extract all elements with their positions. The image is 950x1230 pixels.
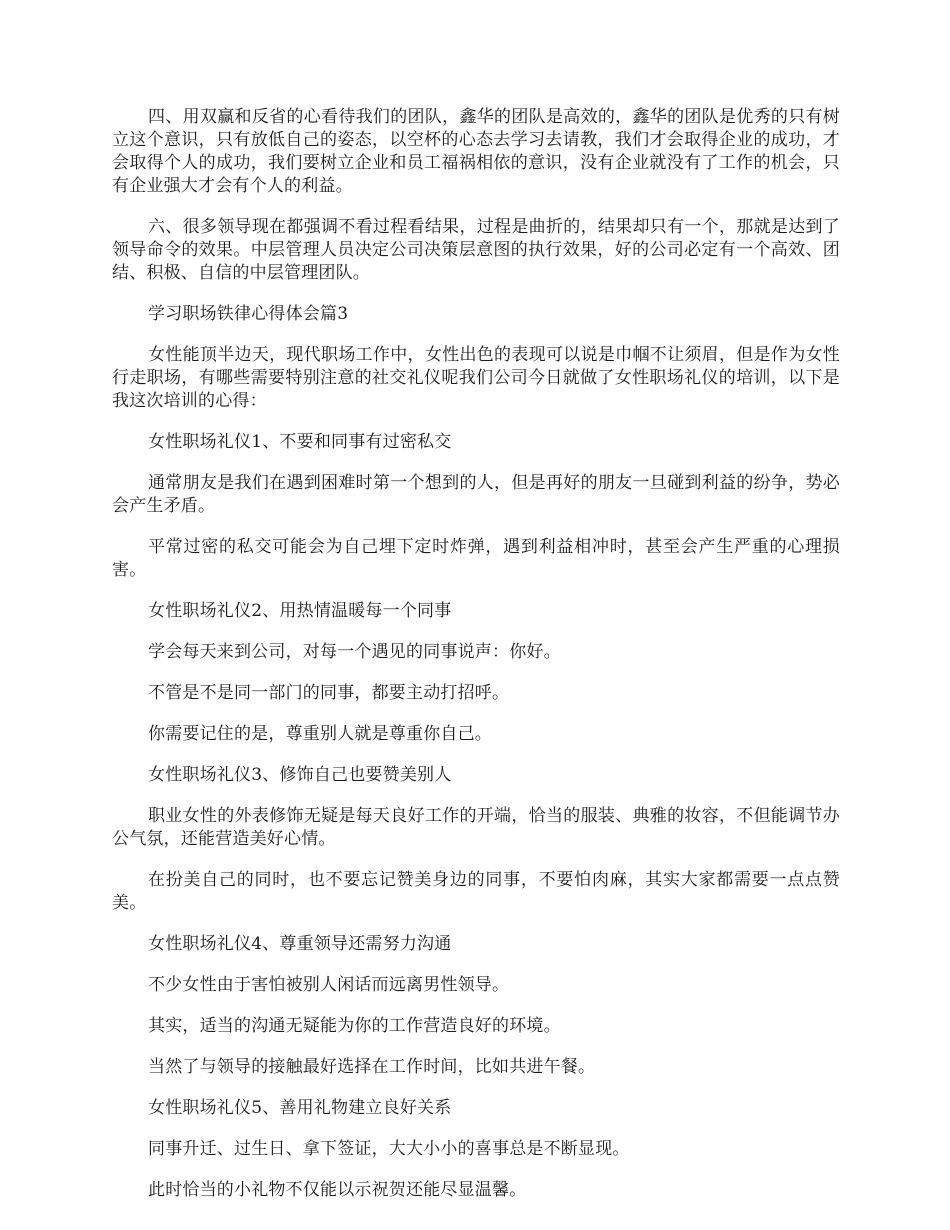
paragraph: 在扮美自己的同时，也不要忘记赞美身边的同事，不要怕肉麻，其实大家都需要一点点赞美。 <box>112 870 840 913</box>
paragraph: 你需要记住的是，尊重别人就是尊重你自己。 <box>148 724 492 744</box>
paragraph-intro: 女性能顶半边天，现代职场工作中，女性出色的表现可以说是巾帼不让须眉，但是作为女性行走职场，有哪些需要特别注意的社交礼仪呢我们公司今日就做了女性职场礼仪的培训，以下是我这次培训的心得： <box>112 345 840 411</box>
paragraph: 其实，适当的沟通无疑能为你的工作营造良好的环境。 <box>148 1016 561 1036</box>
paragraph: 不少女性由于害怕被别人闲话而远离男性领导。 <box>148 975 510 995</box>
paragraph: 同事升迁、过生日、拿下签证，大大小小的喜事总是不断显现。 <box>148 1139 630 1159</box>
etiquette-heading-2: 女性职场礼仪2、用热情温暖每一个同事 <box>148 601 452 621</box>
etiquette-heading-5: 女性职场礼仪5、善用礼物建立良好关系 <box>148 1098 452 1118</box>
paragraph: 职业女性的外表修饰无疑是每天良好工作的开端，恰当的服装、典雅的妆容，不但能调节办公气氛，还能营造美好心情。 <box>112 806 840 849</box>
paragraph: 平常过密的私交可能会为自己埋下定时炸弹，遇到利益相冲时，甚至会产生严重的心理损害。 <box>112 537 840 580</box>
paragraph: 不管是不是同一部门的同事，都要主动打招呼。 <box>148 683 510 703</box>
section-heading-3: 学习职场铁律心得体会篇3 <box>148 304 349 324</box>
paragraph-2: 六、很多领导现在都强调不看过程看结果，过程是曲折的，结果却只有一个，那就是达到了领导命令的效果。中层管理人员决定公司决策层意图的执行效果，好的公司必定有一个高效、团结、积极、自信的中层管理团队。 <box>112 217 840 283</box>
paragraph: 当然了与领导的接触最好选择在工作时间，比如共进午餐。 <box>148 1057 596 1077</box>
etiquette-heading-3: 女性职场礼仪3、修饰自己也要赞美别人 <box>148 765 452 785</box>
paragraph-1: 四、用双赢和反省的心看待我们的团队，鑫华的团队是高效的，鑫华的团队是优秀的只有树立这个意识，只有放低自己的姿态，以空杯的心态去学习去请教，我们才会取得企业的成功，才会取得个人的成功，我们要树立企业和员工福祸相依的意识，没有企业就没有了工作的机会，只有企业强大才会有个人的利益。 <box>112 107 840 196</box>
paragraph: 此时恰当的小礼物不仅能以示祝贺还能尽显温馨。 <box>148 1180 527 1200</box>
paragraph: 学会每天来到公司，对每一个遇见的同事说声：你好。 <box>148 642 561 662</box>
document-body <box>112 106 840 1220</box>
paragraph: 通常朋友是我们在遇到困难时第一个想到的人，但是再好的朋友一旦碰到利益的纷争，势必会产生矛盾。 <box>112 473 840 516</box>
etiquette-heading-1: 女性职场礼仪1、不要和同事有过密私交 <box>148 432 452 452</box>
etiquette-heading-4: 女性职场礼仪4、尊重领导还需努力沟通 <box>148 934 452 954</box>
